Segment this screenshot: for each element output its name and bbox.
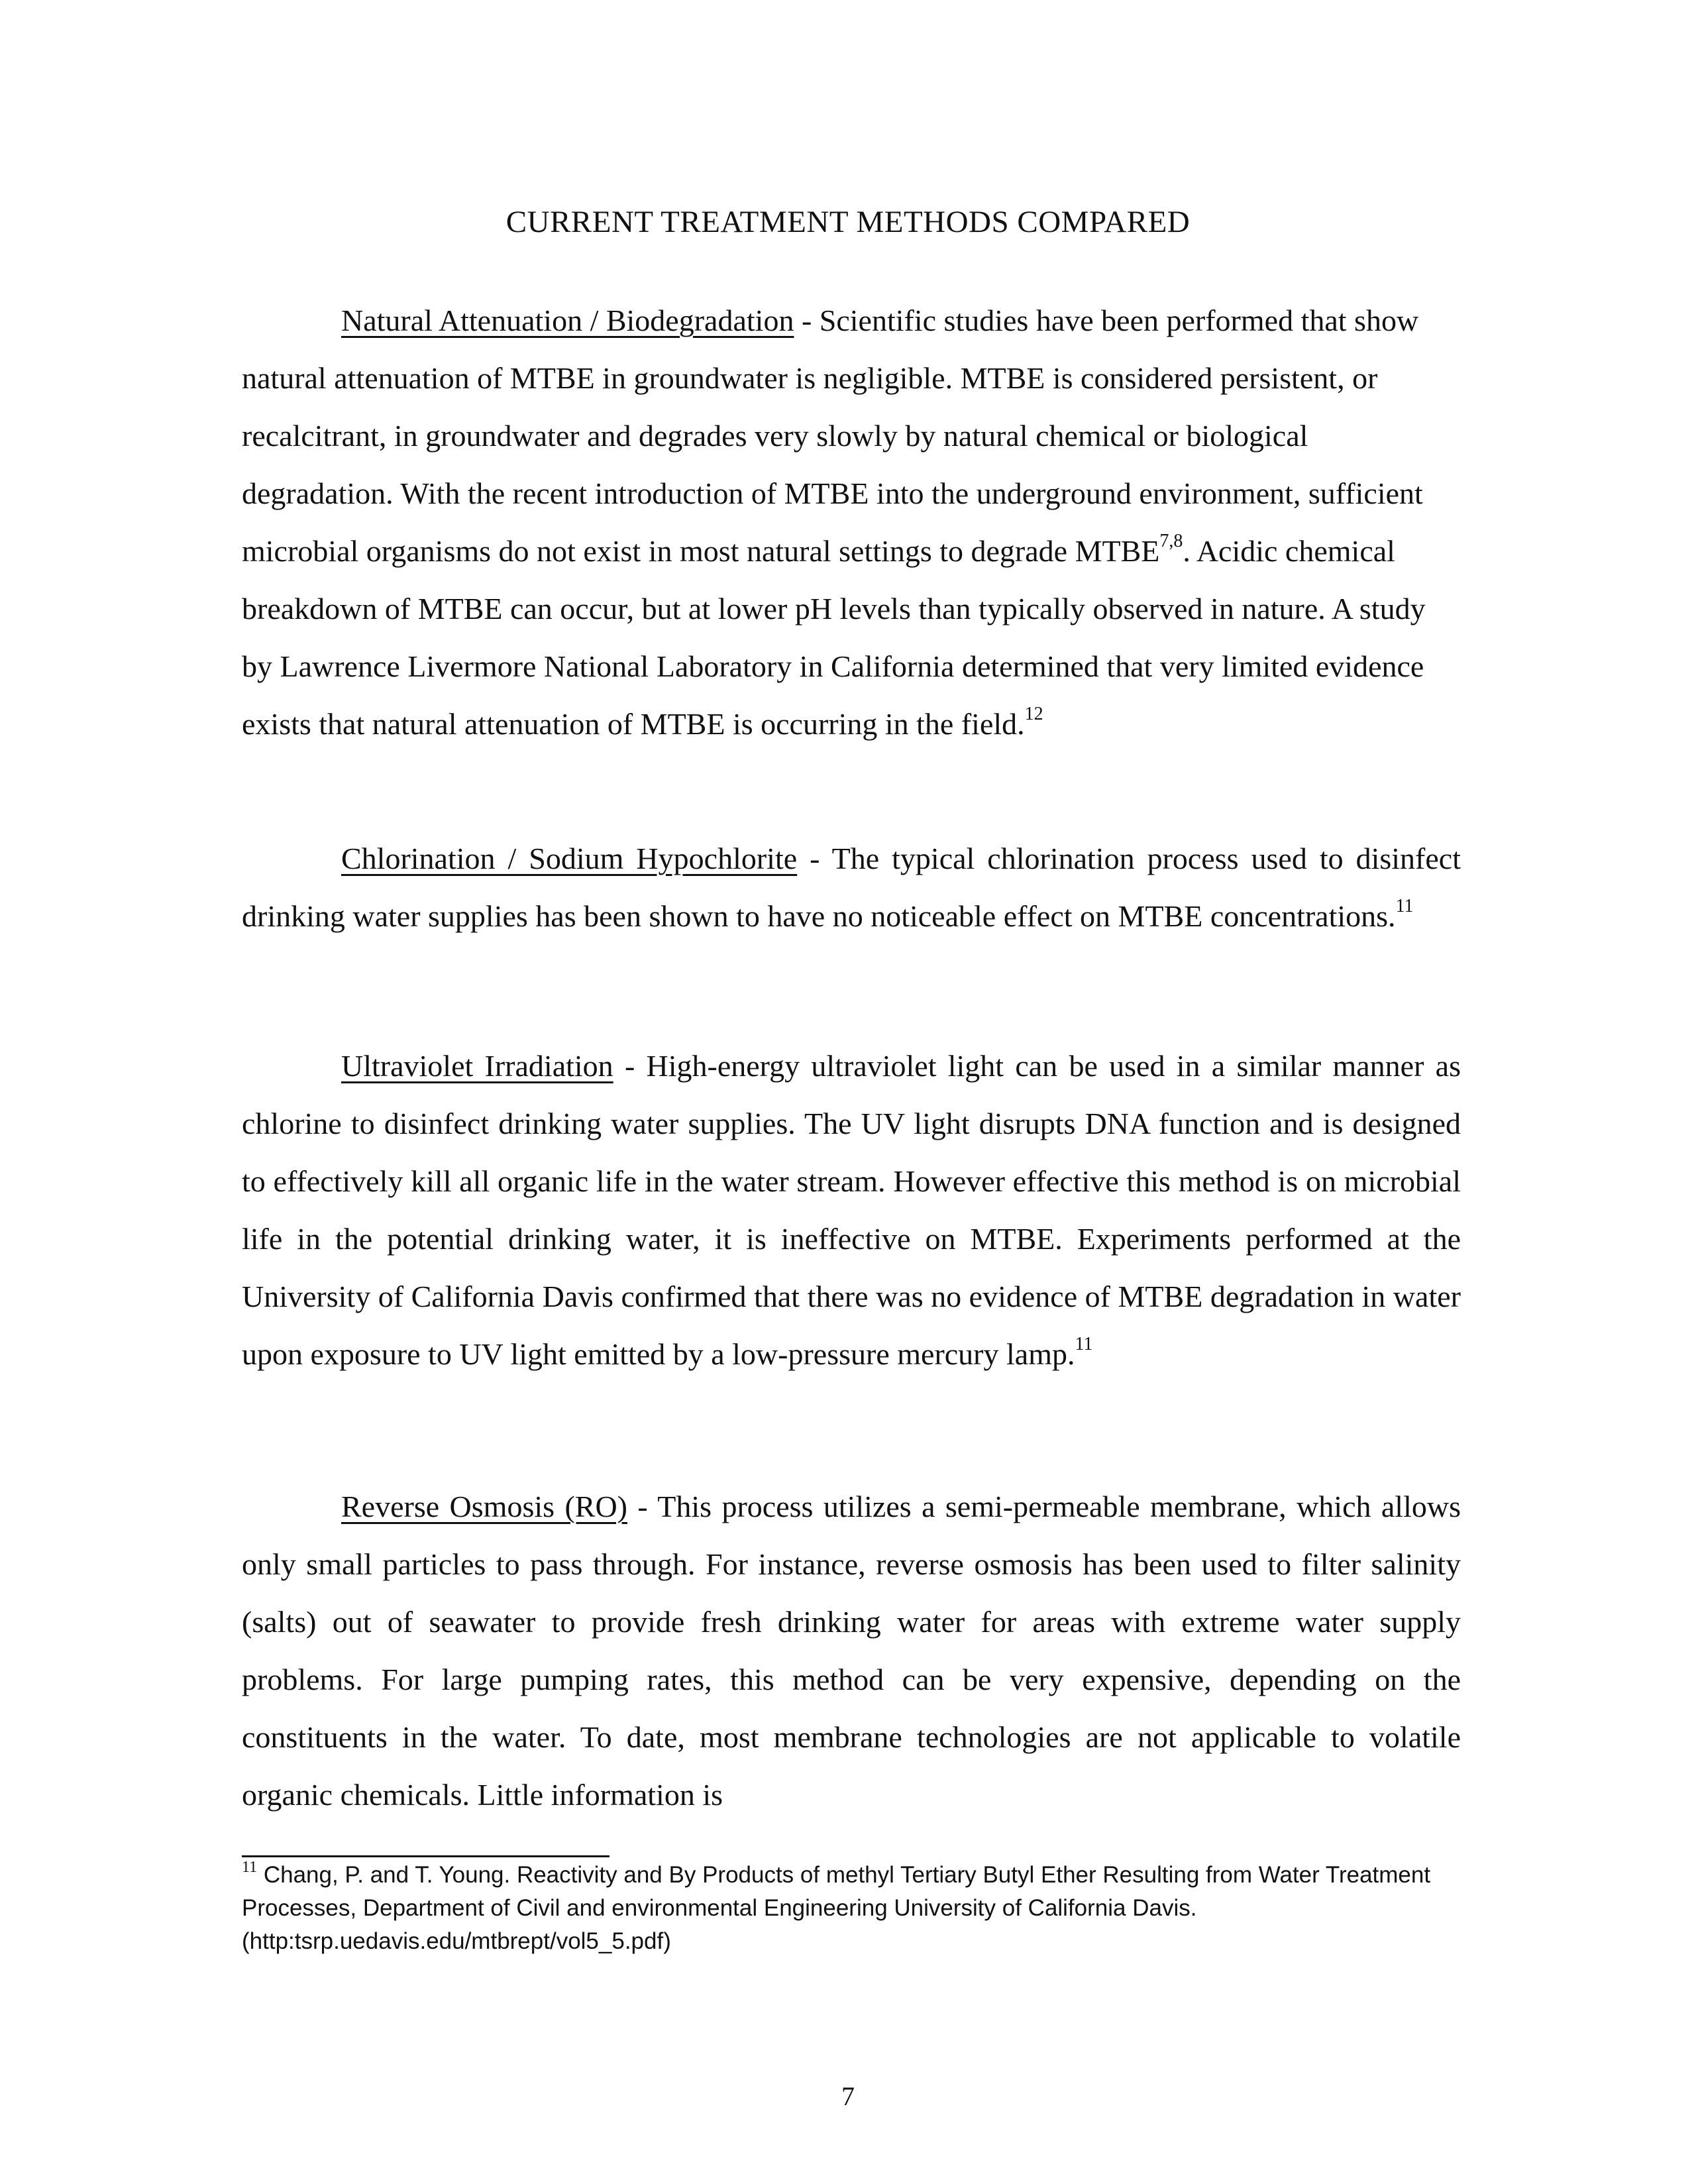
reference-marker: 7,8 [1159,531,1183,551]
section-heading: Chlorination / Sodium Hypochlorite [341,842,798,875]
section-body-continued: . Acidic chemical breakdown of MTBE can occur, but at lower pH levels than typically observed in nature. A study by Lawrence Livermore National Laboratory in California determined that very limited evidence exists that natural attenuation of MTBE is occurring in the field. [242,534,1426,741]
section-ultraviolet [242,1037,1461,1383]
page-title: CURRENT TREATMENT METHODS COMPARED [505,205,1191,239]
section-heading: Ultraviolet Irradiation [341,1049,613,1083]
page-number: 7 [841,2081,855,2111]
section-reverse-osmosis [242,1478,1461,1824]
section-heading: Natural Attenuation / Biodegradation [341,303,794,337]
section-body: - The typical chlorination process used to disinfect drinking water supplies has been shown to have no noticeable effect on MTBE concentrations. [242,842,1461,933]
section-chlorination [242,830,1461,945]
footnote-text: Chang, P. and T. Young. Reactivity and By Products of methyl Tertiary Butyl Ether Resulting from Water Treatment Processes, Department of Civil and environmental Engineering University of California Davis. (http:tsrp.uedavis.edu/mtbrept/vol5_5.pdf) [242,1862,1431,1954]
footnote-marker: 11 [242,1859,258,1876]
reference-marker: 11 [1395,896,1414,916]
reference-marker: 12 [1024,704,1043,724]
footnote [242,1859,1461,1958]
section-body: - Scientific studies have been performed that show natural attenuation of MTBE in groundwater is negligible. MTBE is considered persistent, or recalcitrant, in groundwater and degrades very slowly by natural chemical or biological degradation. With the recent introduction of MTBE into the underground environment, sufficient microbial organisms do not exist in most natural settings to degrade MTBE [242,303,1423,568]
section-natural-attenuation [242,292,1461,753]
reference-marker: 11 [1075,1334,1093,1354]
footnote-divider [242,1855,610,1857]
section-body: - This process utilizes a semi-permeable membrane, which allows only small particles to pass through. For instance, reverse osmosis has been used to filter salinity (salts) out of seawater to provide fresh drinking water for areas with extreme water supply problems. For large pumping rates, this method can be very expensive, depending on the constituents in the water. To date, most membrane technologies are not applicable to volatile organic chemicals. Little information is [242,1490,1461,1812]
section-heading: Reverse Osmosis (RO) [341,1490,627,1523]
section-body: - High-energy ultraviolet light can be used in a similar manner as chlorine to disinfect drinking water supplies. The UV light disrupts DNA function and is designed to effectively kill all organic life in the water stream. However effective this method is on microbial life in the potential drinking water, it is ineffective on MTBE. Experiments performed at the University of California Davis confirmed that there was no evidence of MTBE degradation in water upon exposure to UV light emitted by a low-pressure mercury lamp. [242,1049,1461,1371]
